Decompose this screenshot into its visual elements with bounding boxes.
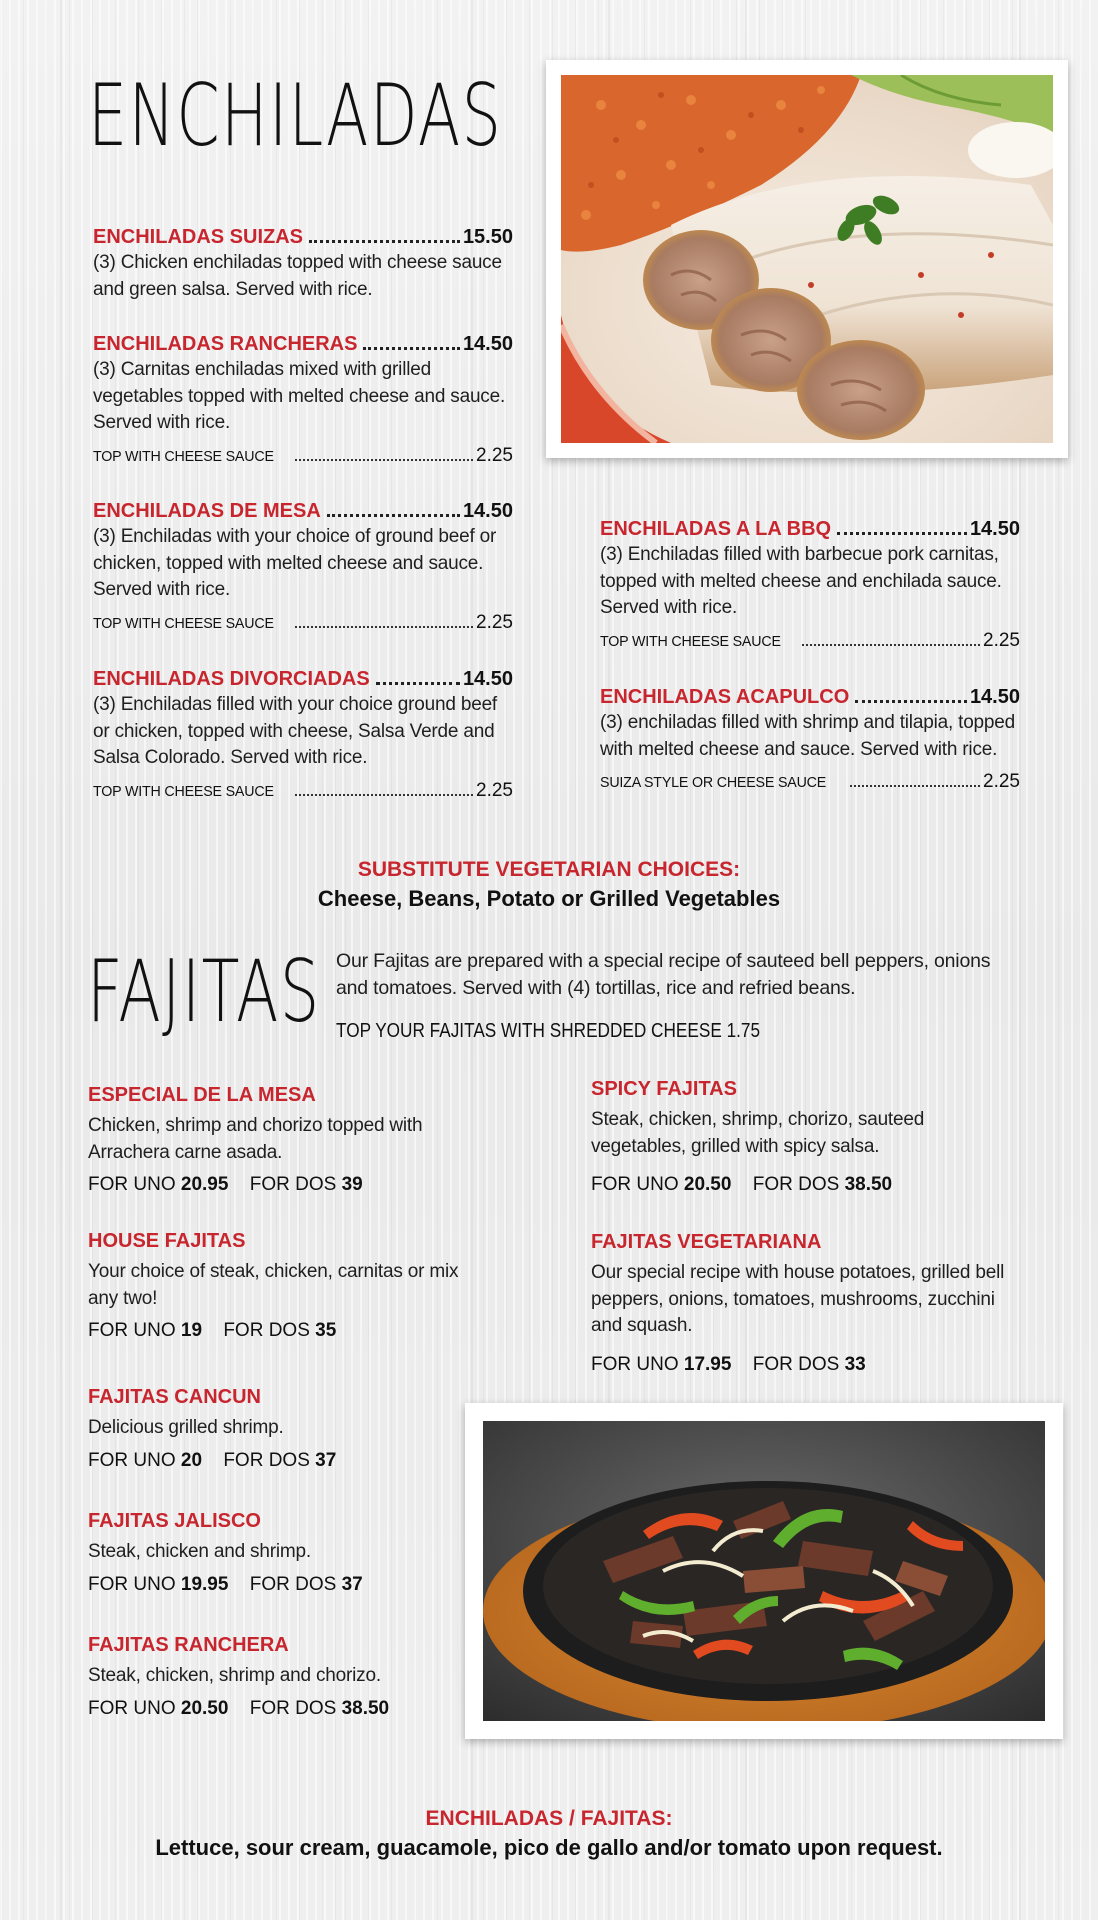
footer-note — [0, 1807, 1098, 1861]
item-name: FAJITAS VEGETARIANA — [591, 1231, 822, 1253]
dos-label: FOR DOS — [752, 1174, 840, 1195]
item-description: (3) enchiladas filled with shrimp and tilapia, topped with melted cheese and sauce. Served with rice. — [600, 712, 1016, 760]
item-name: ENCHILADAS SUIZAS — [93, 226, 304, 248]
uno-label: FOR UNO — [88, 1573, 176, 1595]
dos-label: FOR DOS — [249, 1573, 337, 1595]
fajitas-photo — [465, 1403, 1063, 1739]
uno-price: 17.95 — [683, 1353, 732, 1375]
item-description: (3) Enchiladas with your choice of ground beef or chicken, topped with melted cheese and sauce. Served with rice. — [93, 526, 497, 600]
leader-dots — [327, 514, 460, 517]
vegetarian-note — [0, 858, 1098, 912]
menu-item — [93, 224, 513, 303]
fajita-item — [88, 1510, 488, 1596]
item-description: Our special recipe with house potatoes, grilled bell peppers, onions, tomatoes, mushrooms, zucchini and squash. — [591, 1262, 1005, 1336]
fajitas-title: FAJITAS — [87, 942, 321, 1042]
price-row — [591, 1174, 1021, 1196]
uno-price: 20.50 — [180, 1697, 229, 1719]
addon-label: TOP WITH CHEESE SAUCE — [93, 614, 274, 632]
price-row — [88, 1698, 488, 1720]
item-description: Steak, chicken and shrimp. — [88, 1541, 311, 1562]
menu-item — [600, 516, 1020, 652]
uno-price: 19 — [180, 1320, 203, 1341]
leader-dots — [309, 240, 460, 243]
item-name: ENCHILADAS RANCHERAS — [93, 333, 358, 355]
uno-price: 20.50 — [683, 1174, 732, 1195]
dos-price: 37 — [315, 1449, 337, 1471]
price-row — [88, 1174, 488, 1196]
fajitas-intro: Our Fajitas are prepared with a special recipe of sauteed bell peppers, onions and tomatoes. Served with (4) tortillas, rice and refried beans. — [336, 950, 991, 999]
price-row — [88, 1450, 488, 1472]
uno-label: FOR UNO — [591, 1353, 679, 1375]
menu-item — [93, 331, 513, 467]
item-description: (3) Carnitas enchiladas mixed with grilled vegetables topped with melted cheese and sauce. Served with rice. — [93, 359, 506, 433]
item-description: Steak, chicken, shrimp, chorizo, sauteed vegetables, grilled with spicy salsa. — [591, 1109, 925, 1157]
addon-price: 2.25 — [476, 611, 513, 633]
enchiladas-photo — [546, 60, 1068, 458]
price-row — [88, 1320, 488, 1342]
leader-dots — [837, 532, 967, 535]
item-description: (3) Chicken enchiladas topped with cheese sauce and green salsa. Served with rice. — [93, 252, 502, 300]
fajita-item — [591, 1231, 1021, 1376]
dos-label: FOR DOS — [223, 1449, 310, 1471]
item-name: FAJITAS JALISCO — [88, 1510, 261, 1532]
item-description: Chicken, shrimp and chorizo topped with Arrachera carne asada. — [88, 1115, 423, 1163]
leader-dots — [802, 644, 980, 646]
fajita-item — [591, 1078, 1021, 1196]
dos-label: FOR DOS — [752, 1353, 840, 1375]
addon-price: 2.25 — [476, 444, 513, 466]
uno-label: FOR UNO — [88, 1320, 176, 1341]
dos-price: 38.50 — [844, 1174, 893, 1195]
item-price: 14.50 — [969, 686, 1020, 708]
addon-row — [600, 630, 1020, 652]
dos-label: FOR DOS — [249, 1697, 337, 1719]
item-description: Steak, chicken, shrimp and chorizo. — [88, 1665, 381, 1686]
item-price: 14.50 — [462, 333, 513, 355]
leader-dots — [855, 700, 967, 703]
fajita-item — [88, 1084, 488, 1196]
uno-price: 20.95 — [180, 1174, 229, 1195]
footer-text: Lettuce, sour cream, guacamole, pico de gallo and/or tomato upon request. — [155, 1835, 943, 1860]
fajitas-topping: TOP YOUR FAJITAS WITH SHREDDED CHEESE 1.75 — [336, 1020, 761, 1042]
dos-price: 35 — [315, 1320, 337, 1341]
leader-dots — [295, 459, 473, 461]
uno-price: 20 — [180, 1449, 203, 1471]
uno-label: FOR UNO — [88, 1449, 176, 1471]
dos-price: 39 — [341, 1174, 363, 1195]
item-name: HOUSE FAJITAS — [88, 1230, 246, 1252]
addon-row — [93, 445, 513, 467]
addon-row — [93, 612, 513, 634]
item-price: 14.50 — [969, 518, 1020, 540]
enchiladas-title: ENCHILADAS — [88, 66, 503, 166]
menu-item — [93, 498, 513, 634]
item-description: (3) Enchiladas filled with barbecue pork carnitas, topped with melted cheese and enchilada sauce. Served with rice. — [600, 544, 1002, 618]
dos-label: FOR DOS — [223, 1320, 310, 1341]
item-name: ENCHILADAS DE MESA — [93, 500, 321, 522]
addon-label: TOP WITH CHEESE SAUCE — [93, 782, 274, 800]
addon-label: SUIZA STYLE OR CHEESE SAUCE — [600, 774, 827, 791]
leader-dots — [363, 347, 459, 350]
addon-price: 2.25 — [983, 629, 1020, 651]
leader-dots — [295, 794, 473, 796]
addon-row — [600, 771, 1020, 793]
addon-label: TOP WITH CHEESE SAUCE — [600, 632, 781, 650]
dos-price: 37 — [341, 1573, 363, 1595]
item-name: SPICY FAJITAS — [591, 1078, 737, 1100]
addon-label: TOP WITH CHEESE SAUCE — [93, 447, 274, 465]
item-name: ENCHILADAS ACAPULCO — [600, 686, 850, 708]
addon-price: 2.25 — [983, 771, 1020, 792]
fajita-item — [88, 1386, 488, 1472]
leader-dots — [295, 626, 473, 628]
addon-price: 2.25 — [476, 779, 513, 801]
item-description: (3) Enchiladas filled with your choice ground beef or chicken, topped with cheese, Salsa Verde and Salsa Colorado. Served with rice. — [93, 694, 498, 768]
uno-label: FOR UNO — [591, 1174, 679, 1195]
price-row — [591, 1354, 1021, 1376]
uno-label: FOR UNO — [88, 1697, 176, 1719]
item-price: 15.50 — [462, 226, 513, 248]
item-name: FAJITAS RANCHERA — [88, 1634, 289, 1656]
item-name: ESPECIAL DE LA MESA — [88, 1084, 316, 1106]
item-price: 14.50 — [462, 668, 513, 690]
item-name: ENCHILADAS DIVORCIADAS — [93, 668, 370, 690]
dos-price: 33 — [844, 1353, 866, 1375]
menu-item — [93, 666, 513, 802]
fajita-item — [88, 1230, 488, 1342]
item-name: FAJITAS CANCUN — [88, 1386, 261, 1408]
footer-title: ENCHILADAS / FAJITAS: — [425, 1807, 673, 1830]
dos-label: FOR DOS — [249, 1174, 337, 1195]
menu-item — [600, 684, 1020, 793]
item-price: 14.50 — [462, 500, 513, 522]
vegetarian-title: SUBSTITUTE VEGETARIAN CHOICES: — [357, 858, 741, 881]
vegetarian-options: Cheese, Beans, Potato or Grilled Vegetables — [317, 886, 781, 911]
fajita-item — [88, 1634, 488, 1720]
uno-price: 19.95 — [180, 1573, 229, 1595]
item-description: Delicious grilled shrimp. — [88, 1417, 284, 1438]
addon-row — [93, 780, 513, 802]
dos-price: 38.50 — [341, 1697, 390, 1719]
price-row — [88, 1574, 488, 1596]
item-name: ENCHILADAS A LA BBQ — [600, 518, 832, 540]
uno-label: FOR UNO — [88, 1174, 176, 1195]
leader-dots — [376, 682, 460, 685]
item-description: Your choice of steak, chicken, carnitas or mix any two! — [88, 1261, 459, 1309]
leader-dots — [850, 785, 980, 787]
